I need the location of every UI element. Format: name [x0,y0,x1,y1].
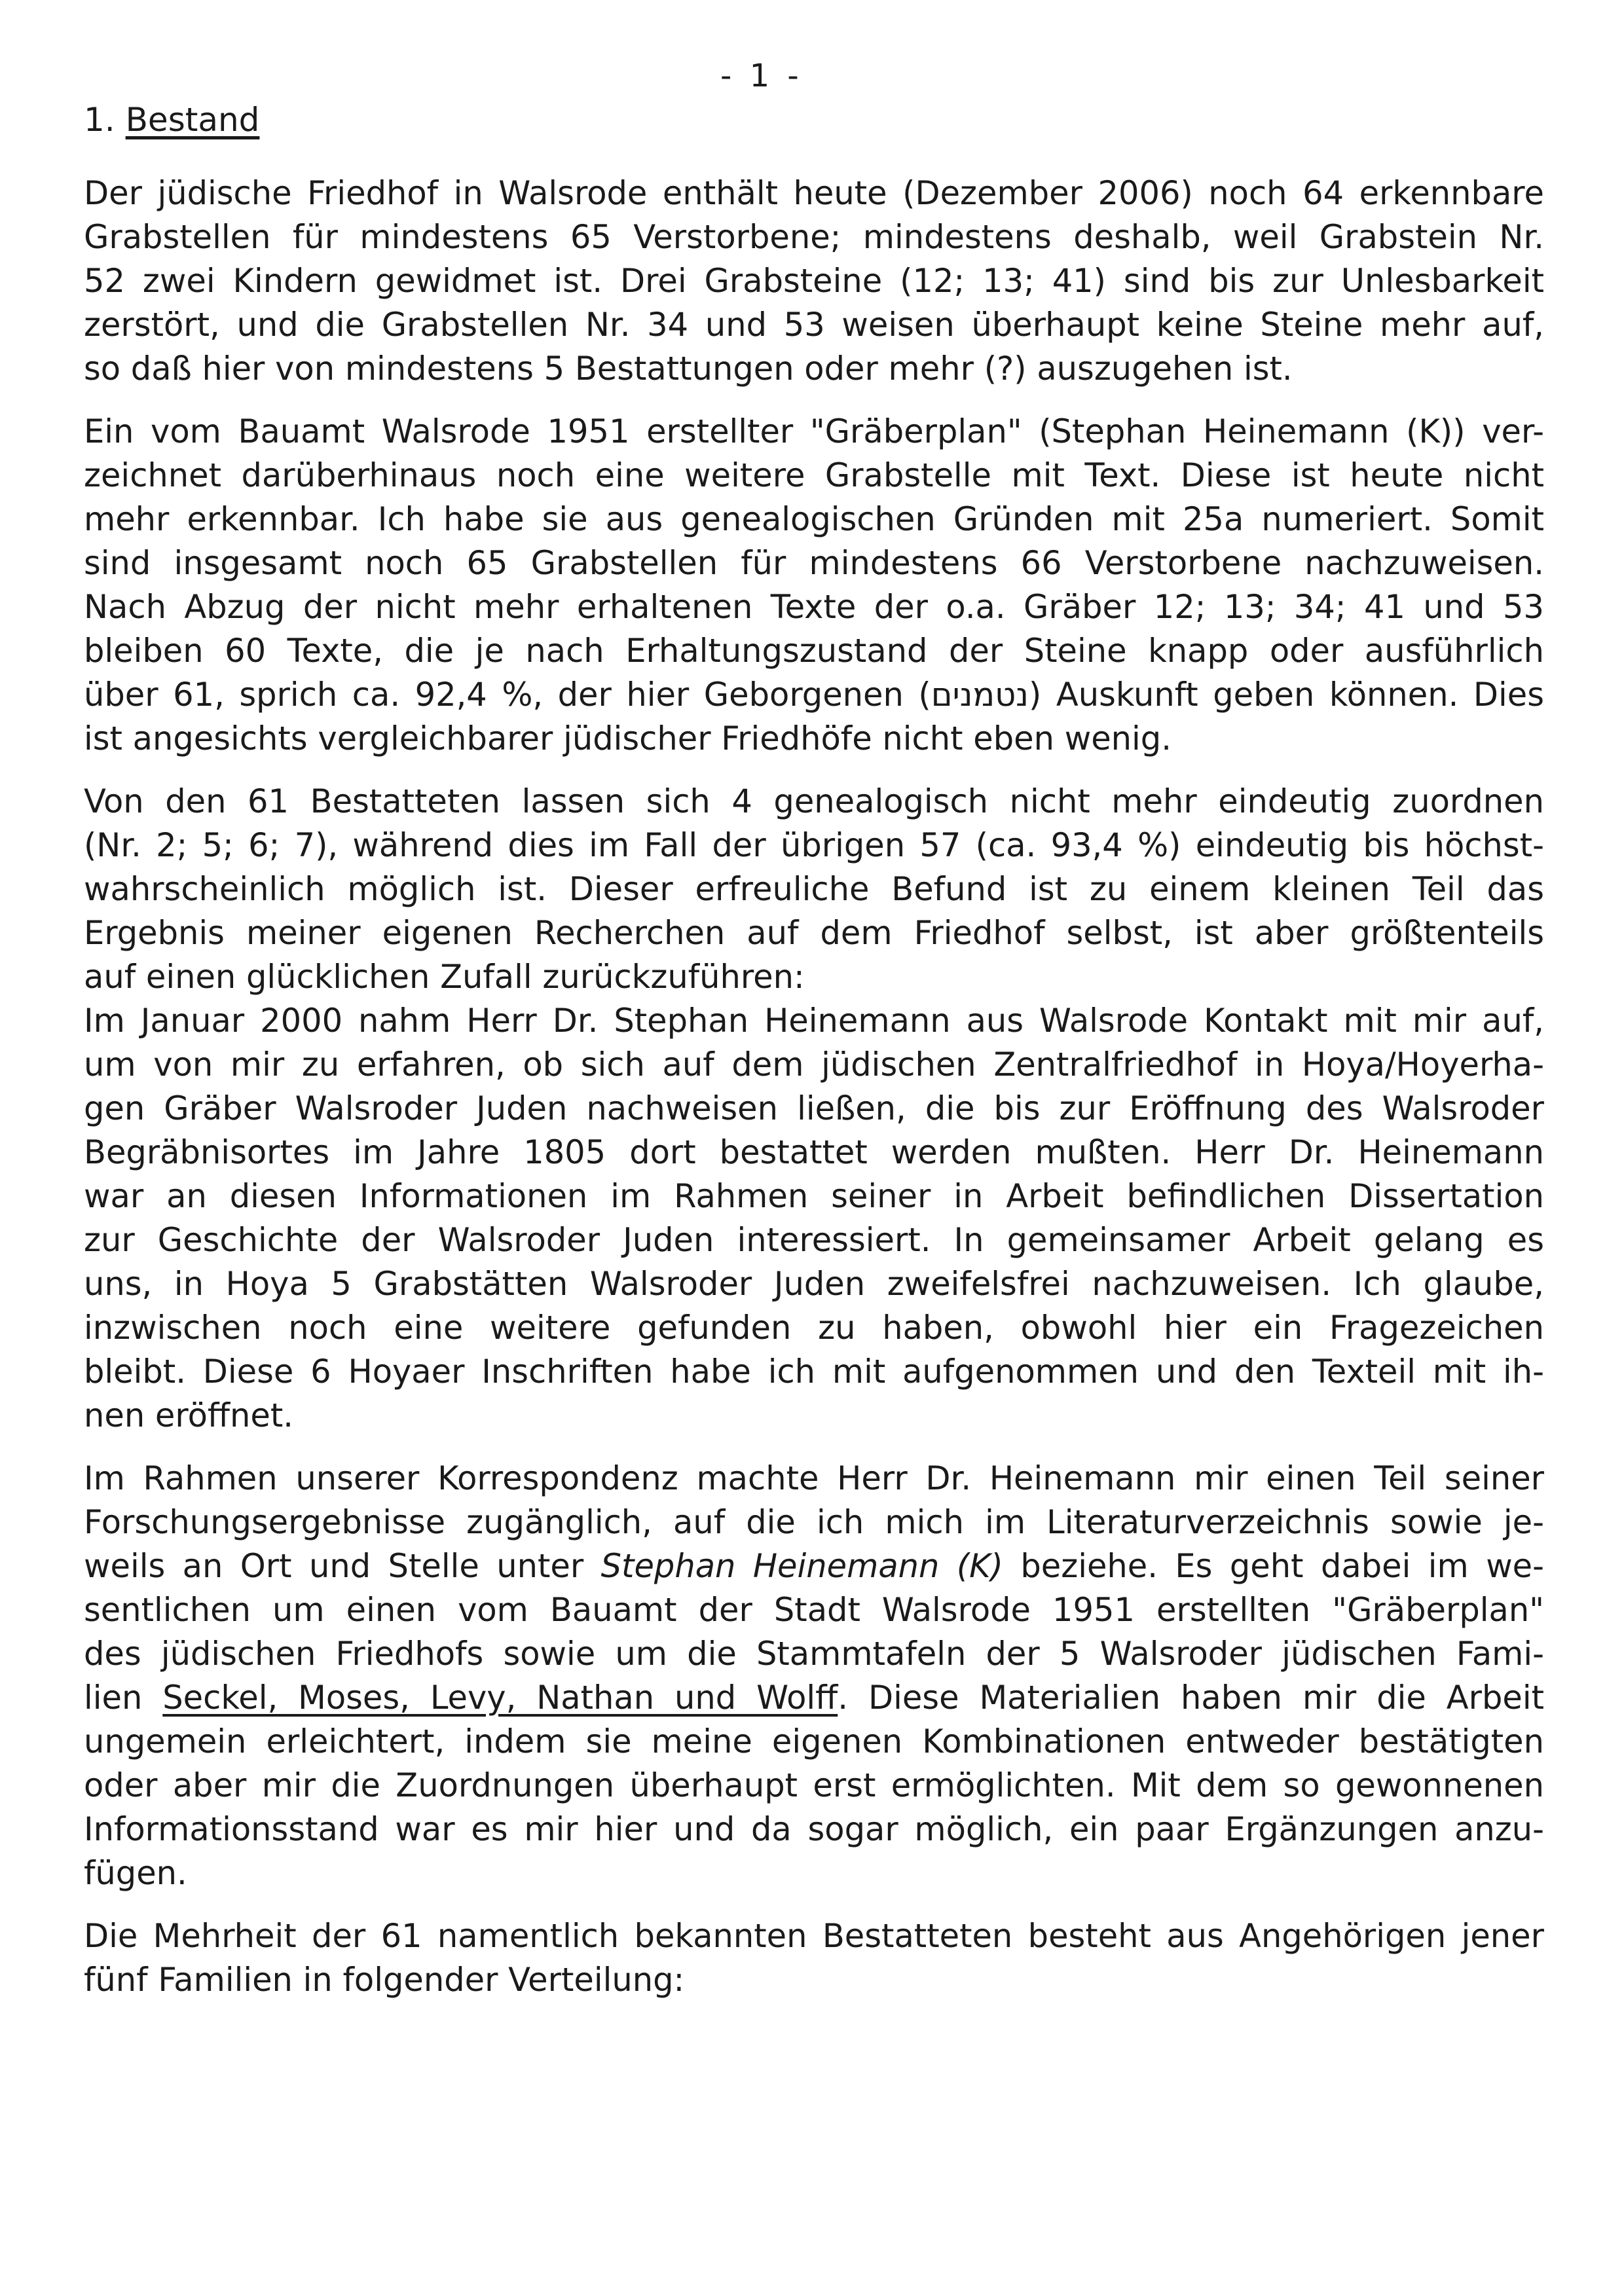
text-line: so daß hier von mindestens 5 Bestattungen oder mehr (?) auszugehen ist. [84,350,1293,388]
paragraph [84,780,1544,1438]
section-heading [84,97,259,143]
text-line: Die Mehrheit der 61 namentlich bekannten Bestatteten besteht aus Angehörigen jener [84,1917,1544,1955]
text-line: nen eröffnet. [84,1396,294,1434]
paragraph [84,1457,1544,1895]
text-line: auf einen glücklichen Zufall zurückzuführen: [84,958,805,996]
text-line [84,1676,1544,1720]
text-segment: weils an Ort und Stelle unter [84,1547,601,1585]
text-line: inzwischen noch eine weitere gefunden zu haben, obwohl hier ein Fragezeichen [84,1309,1544,1347]
text-line: zeichnet darüberhinaus noch eine weitere Grabstelle mit Text. Diese ist heute nicht [84,456,1544,494]
text-line: uns, in Hoya 5 Grabstätten Walsroder Juden zweifelsfrei nachzuweisen. Ich glaube, [84,1265,1544,1303]
text-line: sentlichen um einen vom Bauamt der Stadt Walsrode 1951 erstellten "Gräberplan" [84,1591,1544,1629]
text-line: fünf Familien in folgender Verteilung: [84,1961,685,1999]
text-line: Begräbnisortes im Jahre 1805 dort bestattet werden mußten. Herr Dr. Heinemann [84,1133,1544,1171]
section-number: 1. [84,101,115,139]
text-line: ungemein erleichtert, indem sie meine eigenen Kombinationen entweder bestätigten [84,1722,1544,1760]
text-line: bleiben 60 Texte, die je nach Erhaltungszustand der Steine knapp oder ausführlich [84,632,1544,670]
text-line: fügen. [84,1854,187,1892]
text-line: Im Januar 2000 nahm Herr Dr. Stephan Heinemann aus Walsrode Kontakt mit mir auf, [84,1002,1544,1040]
text-line: 52 zwei Kindern gewidmet ist. Drei Grabsteine (12; 13; 41) sind bis zur Unlesbarkeit [84,262,1544,300]
text-line: (Nr. 2; 5; 6; 7), während dies im Fall der übrigen 57 (ca. 93,4 %) eindeutig bis höchst- [84,826,1544,864]
text-line: gen Gräber Walsroder Juden nachweisen ließen, die bis zur Eröffnung des Walsroder [84,1089,1544,1127]
text-line: Informationsstand war es mir hier und da sogar möglich, ein paar Ergänzungen anzu- [84,1810,1544,1848]
section-title: Bestand [125,101,260,139]
family-names: Seckel, Moses, Levy, Nathan und Wolff [162,1679,838,1717]
text-line: bleibt. Diese 6 Hoyaer Inschriften habe ich mit aufgenommen und den Texteil mit ih- [84,1353,1544,1391]
text-line: sind insgesamt noch 65 Grabstellen für mindestens 66 Verstorbene nachzuweisen. [84,544,1544,582]
text-line: Der jüdische Friedhof in Walsrode enthält heute (Dezember 2006) noch 64 erkennbare [84,174,1544,212]
text-segment: beziehe. Es geht dabei im we- [1003,1547,1544,1585]
text-segment: ) Auskunft geben können. Dies [1029,676,1544,714]
text-line: oder aber mir die Zuordnungen überhaupt erst ermöglichten. Mit dem so gewonnenen [84,1766,1544,1804]
text-line: ist angesichts vergleichbarer jüdischer Friedhöfe nicht eben wenig. [84,720,1172,757]
text-line: war an diesen Informationen im Rahmen seiner in Arbeit befindlichen Dissertation [84,1177,1544,1215]
text-segment: lien [84,1679,163,1717]
text-line: mehr erkennbar. Ich habe sie aus genealogischen Gründen mit 25a numeriert. Somit [84,500,1544,538]
paragraph [84,410,1544,761]
paragraph [84,172,1544,391]
text-segment: . Diese Materialien haben mir die Arbeit [838,1679,1544,1717]
text-line: Grabstellen für mindestens 65 Verstorbene; mindestens deshalb, weil Grabstein Nr. [84,218,1544,256]
page-number: - 1 - [720,58,803,94]
body-text [84,172,1544,2002]
text-line [84,673,1544,717]
italic-reference: Stephan Heinemann (K) [600,1547,1003,1585]
hebrew-word: נטמנים [931,676,1029,714]
text-line: Ein vom Bauamt Walsrode 1951 erstellter "Gräberplan" (Stephan Heinemann (K)) ver- [84,412,1544,450]
text-line [84,1544,1544,1588]
text-segment: über 61, sprich ca. 92,4 %, der hier Geborgenen ( [84,676,931,714]
text-line: Nach Abzug der nicht mehr erhaltenen Texte der o.a. Gräber 12; 13; 34; 41 und 53 [84,588,1544,626]
text-line: zerstört, und die Grabstellen Nr. 34 und 53 weisen überhaupt keine Steine mehr auf, [84,306,1544,344]
text-line: zur Geschichte der Walsroder Juden interessiert. In gemeinsamer Arbeit gelang es [84,1221,1544,1259]
paragraph [84,1914,1544,2002]
text-line: Ergebnis meiner eigenen Recherchen auf dem Friedhof selbst, ist aber größtenteils [84,914,1544,952]
text-line: des jüdischen Friedhofs sowie um die Stammtafeln der 5 Walsroder jüdischen Fami- [84,1635,1544,1673]
text-line: wahrscheinlich möglich ist. Dieser erfreuliche Befund ist zu einem kleinen Teil das [84,870,1544,908]
text-line: Von den 61 Bestatteten lassen sich 4 genealogisch nicht mehr eindeutig zuordnen [84,782,1544,820]
text-line: Im Rahmen unserer Korrespondenz machte Herr Dr. Heinemann mir einen Teil seiner [84,1459,1544,1497]
text-line: um von mir zu erfahren, ob sich auf dem jüdischen Zentralfriedhof in Hoya/Hoyerha- [84,1046,1544,1084]
text-line: Forschungsergebnisse zugänglich, auf die ich mich im Literaturverzeichnis sowie je- [84,1503,1544,1541]
